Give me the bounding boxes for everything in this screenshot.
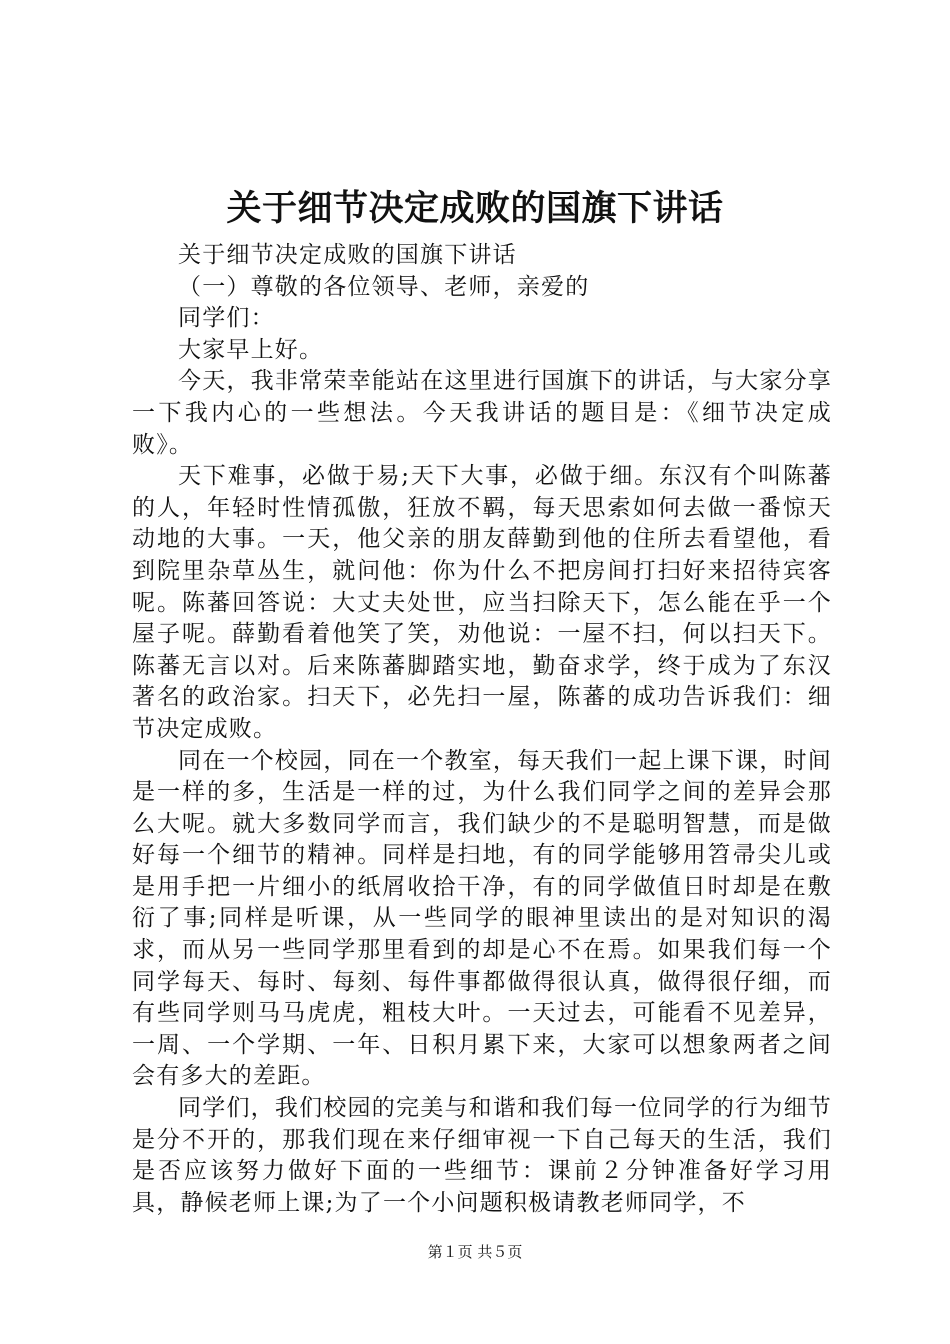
paragraph-story: 天下难事，必做于易;天下大事，必做于细。东汉有个叫陈蕃的人，年轻时性情孤傲，狂放不羁，每天思索如何去做一番惊天动地的大事。一天，他父亲的朋友薛勤到他的住所去看望他，看到院里杂草丛生，就问他：你为什么不把房间打扫好来招待宾客呢。陈蕃回答说：大丈夫处世，应当扫除天下，怎么能在乎一个屋子呢。薛勤看着他笑了笑，劝他说：一屋不扫，何以扫天下。陈蕃无言以对。后来陈蕃脚踏实地，勤奋求学，终于成为了东汉著名的政治家。扫天下，必先扫一屋，陈蕃的成功告诉我们：细节决定成败。: [132, 463, 832, 742]
page-footer: 第１页 共５页: [427, 1243, 523, 1261]
paragraph-greeting: 大家早上好。: [178, 336, 324, 363]
paragraph-details: 同学们，我们校园的完美与和谐和我们每一位同学的行为细节是分不开的，那我们现在来仔细审视一下自己每天的生活，我们是否应该努力做好下面的一些细节：课前２分钟准备好学习用具，静候老师上课;为了一个小问题积极请教老师同学，不: [132, 1095, 832, 1216]
paragraph-salutation-end: 同学们：: [178, 305, 275, 332]
paragraph-intro: 今天，我非常荣幸能站在这里进行国旗下的讲话，与大家分享一下我内心的一些想法。今天我讲话的题目是：《细节决定成败》。: [132, 368, 832, 458]
document-title: 关于细节决定成败的国旗下讲话: [226, 188, 724, 229]
paragraph-subtitle: 关于细节决定成败的国旗下讲话: [178, 242, 517, 268]
paragraph-campus: 同在一个校园，同在一个教室，每天我们一起上课下课，时间是一样的多，生活是一样的过，为什么我们同学之间的差异会那么大呢。就大多数同学而言，我们缺少的不是聪明智慧，而是做好每一个细节的精神。同样是扫地，有的同学能够用笤帚尖儿或是用手把一片细小的纸屑收拾干净，有的同学做值日时却是在敷衍了事;同样是听课，从一些同学的眼神里读出的是对知识的渴求，而从另一些同学那里看到的却是心不在焉。如果我们每一个同学每天、每时、每刻、每件事都做得很认真，做得很仔细，而有些同学则马马虎虎，粗枝大叶。一天过去，可能看不见差异，一周、一个学期、一年、日积月累下来，大家可以想象两者之间会有多大的差距。: [132, 747, 832, 1090]
paragraph-salutation: （一）尊敬的各位领导、老师，亲爱的: [178, 273, 590, 300]
document-body: [132, 240, 832, 1219]
